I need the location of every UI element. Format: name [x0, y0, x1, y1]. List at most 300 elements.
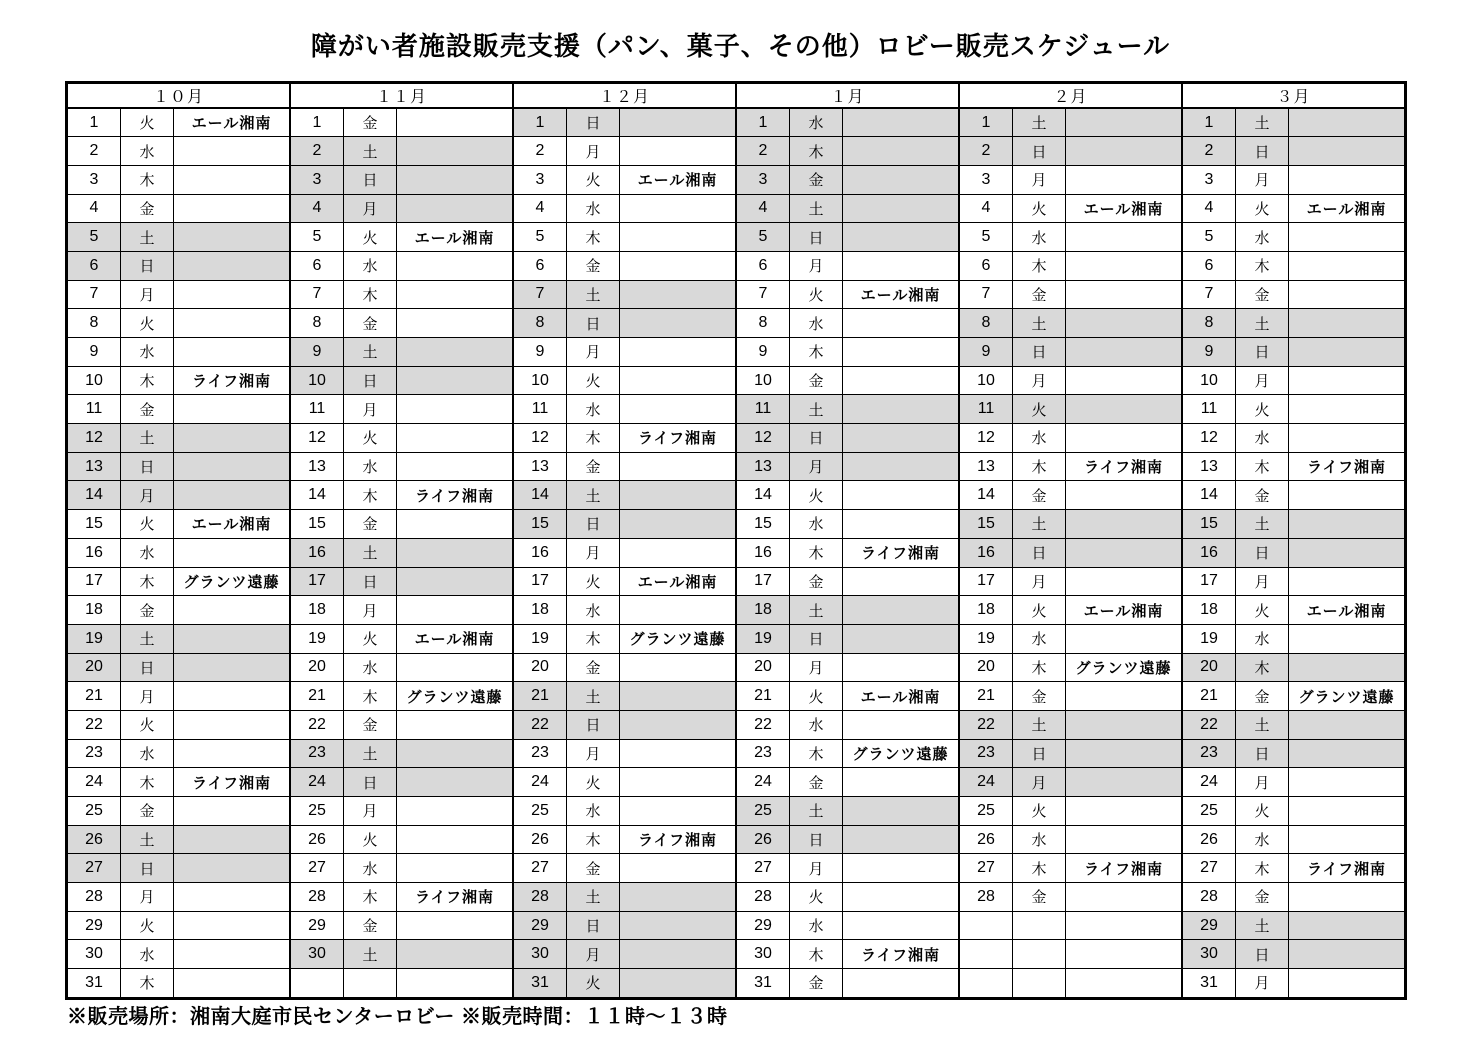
day-row: [737, 194, 959, 223]
weekday-cell: 土: [790, 797, 843, 826]
month-header: １月: [737, 84, 959, 109]
day-row: [291, 911, 513, 940]
day-row: [514, 682, 736, 711]
weekday-cell: 日: [121, 854, 174, 883]
vendor-cell: [620, 797, 736, 826]
day-number-cell: 11: [514, 395, 567, 424]
vendor-cell: [620, 251, 736, 280]
day-number-cell: 19: [514, 624, 567, 653]
vendor-cell: [1289, 366, 1405, 395]
day-row: [514, 366, 736, 395]
vendor-cell: グランツ遠藤: [1289, 682, 1405, 711]
vendor-cell: ライフ湘南: [620, 424, 736, 453]
vendor-cell: [1066, 338, 1182, 367]
vendor-cell: [843, 969, 959, 998]
day-row: [737, 251, 959, 280]
vendor-cell: ライフ湘南: [1289, 452, 1405, 481]
day-row: [960, 596, 1182, 625]
weekday-cell: 金: [344, 911, 397, 940]
day-number-cell: 7: [68, 280, 121, 309]
vendor-cell: [843, 366, 959, 395]
weekday-cell: 月: [1013, 768, 1066, 797]
day-row: [960, 969, 1182, 998]
day-row: [737, 510, 959, 539]
weekday-cell: 水: [121, 538, 174, 567]
day-number-cell: 18: [68, 596, 121, 625]
vendor-cell: [1066, 223, 1182, 252]
vendor-cell: [174, 251, 290, 280]
day-number-cell: 23: [1183, 739, 1236, 768]
weekday-cell: 土: [344, 739, 397, 768]
vendor-cell: [1066, 108, 1182, 137]
vendor-cell: [174, 395, 290, 424]
day-number-cell: 24: [514, 768, 567, 797]
weekday-cell: 水: [121, 338, 174, 367]
weekday-cell: 月: [567, 338, 620, 367]
weekday-cell: 日: [1013, 739, 1066, 768]
vendor-cell: [1289, 223, 1405, 252]
day-row: [1183, 567, 1405, 596]
day-number-cell: 6: [514, 251, 567, 280]
weekday-cell: 木: [1013, 854, 1066, 883]
day-row: [737, 969, 959, 998]
vendor-cell: [174, 710, 290, 739]
weekday-cell: 木: [344, 682, 397, 711]
day-number-cell: 30: [1183, 940, 1236, 969]
vendor-cell: [1066, 309, 1182, 338]
day-row: [1183, 825, 1405, 854]
weekday-cell: 土: [1013, 108, 1066, 137]
weekday-cell: 日: [1013, 137, 1066, 166]
day-number-cell: 10: [291, 366, 344, 395]
weekday-cell: 月: [344, 797, 397, 826]
day-number-cell: 7: [1183, 280, 1236, 309]
day-row: [960, 653, 1182, 682]
weekday-cell: 水: [1013, 624, 1066, 653]
day-number-cell: 25: [737, 797, 790, 826]
day-row: [737, 854, 959, 883]
day-row: [1183, 682, 1405, 711]
day-row: [514, 883, 736, 912]
weekday-cell: 日: [1236, 338, 1289, 367]
vendor-cell: [620, 452, 736, 481]
weekday-cell: 月: [1013, 165, 1066, 194]
day-number-cell: 15: [960, 510, 1013, 539]
weekday-cell: 月: [790, 653, 843, 682]
weekday-cell: 月: [1013, 567, 1066, 596]
vendor-cell: [843, 452, 959, 481]
weekday-cell: 月: [1236, 366, 1289, 395]
weekday-cell: 日: [1236, 940, 1289, 969]
weekday-cell: 日: [790, 223, 843, 252]
day-row: [960, 223, 1182, 252]
weekday-cell: 火: [567, 366, 620, 395]
vendor-cell: [1289, 280, 1405, 309]
day-number-cell: 28: [737, 883, 790, 912]
weekday-cell: 土: [790, 596, 843, 625]
vendor-cell: [174, 825, 290, 854]
weekday-cell: 金: [790, 366, 843, 395]
weekday-cell: 日: [1236, 538, 1289, 567]
day-number-cell: 12: [514, 424, 567, 453]
day-number-cell: 26: [514, 825, 567, 854]
vendor-cell: グランツ遠藤: [620, 624, 736, 653]
vendor-cell: [620, 596, 736, 625]
day-row: [960, 567, 1182, 596]
weekday-cell: 金: [344, 309, 397, 338]
day-number-cell: 24: [291, 768, 344, 797]
vendor-cell: [1066, 567, 1182, 596]
day-number-cell: 15: [1183, 510, 1236, 539]
weekday-cell: 月: [790, 452, 843, 481]
day-number-cell: 8: [1183, 309, 1236, 338]
day-row: [514, 309, 736, 338]
day-row: [514, 510, 736, 539]
vendor-cell: [843, 596, 959, 625]
vendor-cell: [1289, 510, 1405, 539]
day-number-cell: 14: [68, 481, 121, 510]
day-row: [737, 596, 959, 625]
weekday-cell: 金: [121, 797, 174, 826]
day-number-cell: 19: [1183, 624, 1236, 653]
weekday-cell: 木: [790, 137, 843, 166]
day-row: [291, 969, 513, 998]
day-number-cell: 18: [1183, 596, 1236, 625]
day-row: [960, 538, 1182, 567]
weekday-cell: 金: [121, 596, 174, 625]
weekday-cell: 日: [1013, 538, 1066, 567]
day-row: [514, 165, 736, 194]
weekday-cell: 金: [1013, 682, 1066, 711]
day-row: [291, 682, 513, 711]
weekday-cell: 火: [121, 710, 174, 739]
day-number-cell: 10: [514, 366, 567, 395]
weekday-cell: 木: [344, 883, 397, 912]
day-row: [68, 538, 290, 567]
day-row: [291, 739, 513, 768]
weekday-cell: 月: [344, 596, 397, 625]
day-row: [1183, 251, 1405, 280]
weekday-cell: 火: [1013, 797, 1066, 826]
weekday-cell: 土: [121, 624, 174, 653]
weekday-cell: 木: [344, 280, 397, 309]
day-number-cell: 21: [68, 682, 121, 711]
weekday-cell: 木: [790, 940, 843, 969]
month-header: １２月: [514, 84, 736, 109]
vendor-cell: ライフ湘南: [174, 768, 290, 797]
day-number-cell: 2: [1183, 137, 1236, 166]
vendor-cell: [1289, 395, 1405, 424]
day-number-cell: 17: [291, 567, 344, 596]
vendor-cell: [397, 969, 513, 998]
vendor-cell: [174, 338, 290, 367]
day-number-cell: 23: [737, 739, 790, 768]
vendor-cell: [174, 309, 290, 338]
weekday-cell: 金: [1236, 682, 1289, 711]
weekday-cell: 水: [344, 854, 397, 883]
weekday-cell: 火: [1236, 797, 1289, 826]
weekday-cell: 水: [344, 653, 397, 682]
day-number-cell: 21: [291, 682, 344, 711]
weekday-cell: 火: [344, 624, 397, 653]
vendor-cell: [397, 854, 513, 883]
day-row: [737, 137, 959, 166]
weekday-cell: 金: [1013, 883, 1066, 912]
day-number-cell: 29: [1183, 911, 1236, 940]
day-row: [737, 911, 959, 940]
vendor-cell: [620, 911, 736, 940]
day-row: [514, 137, 736, 166]
vendor-cell: [1066, 165, 1182, 194]
vendor-cell: [397, 280, 513, 309]
vendor-cell: [1289, 825, 1405, 854]
vendor-cell: [620, 395, 736, 424]
vendor-cell: [843, 797, 959, 826]
day-row: [291, 854, 513, 883]
vendor-cell: [1066, 137, 1182, 166]
day-row: [514, 940, 736, 969]
day-row: [514, 481, 736, 510]
weekday-cell: 水: [790, 710, 843, 739]
weekday-cell: 木: [1236, 251, 1289, 280]
day-number-cell: 15: [514, 510, 567, 539]
vendor-cell: エール湘南: [620, 165, 736, 194]
vendor-cell: [174, 682, 290, 711]
vendor-cell: [174, 653, 290, 682]
day-row: [960, 194, 1182, 223]
day-row: [960, 338, 1182, 367]
day-row: [1183, 768, 1405, 797]
vendor-cell: [843, 854, 959, 883]
vendor-cell: [843, 309, 959, 338]
day-row: [960, 165, 1182, 194]
vendor-cell: [620, 309, 736, 338]
weekday-cell: 土: [567, 883, 620, 912]
vendor-cell: [620, 194, 736, 223]
page-title: 障がい者施設販売支援（パン、菓子、その他）ロビー販売スケジュール: [310, 31, 1171, 61]
vendor-cell: [397, 366, 513, 395]
weekday-cell: 水: [1013, 223, 1066, 252]
weekday-cell: 火: [344, 424, 397, 453]
weekday-cell: 木: [121, 366, 174, 395]
day-number-cell: 1: [514, 108, 567, 137]
vendor-cell: [397, 710, 513, 739]
day-number-cell: [291, 969, 344, 998]
day-row: [737, 825, 959, 854]
day-number-cell: 31: [1183, 969, 1236, 998]
day-row: [291, 223, 513, 252]
weekday-cell: 金: [1236, 280, 1289, 309]
day-row: [737, 797, 959, 826]
day-row: [960, 366, 1182, 395]
day-row: [291, 768, 513, 797]
weekday-cell: 日: [1013, 338, 1066, 367]
vendor-cell: [1066, 280, 1182, 309]
day-number-cell: 11: [737, 395, 790, 424]
day-number-cell: 20: [737, 653, 790, 682]
weekday-cell: 木: [790, 739, 843, 768]
day-row: [514, 739, 736, 768]
day-number-cell: 13: [514, 452, 567, 481]
day-number-cell: 28: [1183, 883, 1236, 912]
day-row: [291, 108, 513, 137]
vendor-cell: [843, 481, 959, 510]
vendor-cell: [1289, 165, 1405, 194]
day-number-cell: 10: [737, 366, 790, 395]
day-number-cell: 14: [737, 481, 790, 510]
day-row: [1183, 969, 1405, 998]
day-row: [68, 338, 290, 367]
weekday-cell: 火: [567, 768, 620, 797]
weekday-cell: 水: [1013, 825, 1066, 854]
vendor-cell: [620, 280, 736, 309]
weekday-cell: 火: [567, 165, 620, 194]
weekday-cell: 土: [344, 538, 397, 567]
day-row: [1183, 452, 1405, 481]
day-number-cell: 23: [514, 739, 567, 768]
day-row: [291, 653, 513, 682]
day-number-cell: 17: [1183, 567, 1236, 596]
day-row: [737, 481, 959, 510]
vendor-cell: [174, 911, 290, 940]
vendor-cell: [620, 940, 736, 969]
vendor-cell: [620, 538, 736, 567]
day-number-cell: 29: [68, 911, 121, 940]
day-number-cell: 4: [291, 194, 344, 223]
day-row: [960, 452, 1182, 481]
day-row: [1183, 481, 1405, 510]
day-number-cell: 5: [737, 223, 790, 252]
vendor-cell: [174, 452, 290, 481]
vendor-cell: [1289, 424, 1405, 453]
day-number-cell: 31: [514, 969, 567, 998]
day-number-cell: 13: [960, 452, 1013, 481]
day-row: [737, 739, 959, 768]
day-row: [291, 338, 513, 367]
day-row: [68, 682, 290, 711]
vendor-cell: [1289, 969, 1405, 998]
day-number-cell: 27: [514, 854, 567, 883]
month-table-3: [513, 83, 736, 998]
day-number-cell: 20: [960, 653, 1013, 682]
vendor-cell: グランツ遠藤: [174, 567, 290, 596]
vendor-cell: [174, 280, 290, 309]
weekday-cell: 日: [121, 452, 174, 481]
day-number-cell: 27: [737, 854, 790, 883]
day-row: [68, 883, 290, 912]
day-row: [960, 911, 1182, 940]
day-number-cell: 17: [737, 567, 790, 596]
weekday-cell: [1013, 911, 1066, 940]
weekday-cell: 日: [344, 366, 397, 395]
day-row: [960, 309, 1182, 338]
day-number-cell: 13: [291, 452, 344, 481]
vendor-cell: [1289, 911, 1405, 940]
vendor-cell: [843, 710, 959, 739]
day-number-cell: 20: [291, 653, 344, 682]
day-row: [68, 710, 290, 739]
vendor-cell: [843, 165, 959, 194]
month-table-2: [290, 83, 513, 998]
vendor-cell: [397, 424, 513, 453]
day-number-cell: 22: [291, 710, 344, 739]
day-row: [960, 137, 1182, 166]
day-row: [1183, 280, 1405, 309]
weekday-cell: 火: [121, 108, 174, 137]
weekday-cell: 木: [790, 338, 843, 367]
day-number-cell: 21: [737, 682, 790, 711]
vendor-cell: [397, 108, 513, 137]
day-number-cell: 28: [291, 883, 344, 912]
weekday-cell: 日: [1236, 739, 1289, 768]
day-row: [737, 165, 959, 194]
day-number-cell: 25: [960, 797, 1013, 826]
day-number-cell: 22: [960, 710, 1013, 739]
day-row: [960, 280, 1182, 309]
vendor-cell: [1066, 424, 1182, 453]
day-row: [68, 653, 290, 682]
day-number-cell: 6: [1183, 251, 1236, 280]
day-row: [514, 538, 736, 567]
day-number-cell: 12: [68, 424, 121, 453]
day-row: [291, 624, 513, 653]
day-number-cell: 22: [68, 710, 121, 739]
day-row: [737, 108, 959, 137]
day-row: [737, 653, 959, 682]
vendor-cell: [397, 309, 513, 338]
weekday-cell: 木: [567, 624, 620, 653]
day-row: [291, 424, 513, 453]
day-number-cell: 3: [960, 165, 1013, 194]
weekday-cell: 水: [344, 251, 397, 280]
day-row: [291, 309, 513, 338]
vendor-cell: エール湘南: [843, 280, 959, 309]
vendor-cell: [1289, 338, 1405, 367]
vendor-cell: [397, 825, 513, 854]
day-number-cell: 20: [1183, 653, 1236, 682]
day-number-cell: 17: [514, 567, 567, 596]
weekday-cell: 木: [121, 768, 174, 797]
day-row: [960, 510, 1182, 539]
footer-note: ※販売場所：湘南大庭市民センターロビー ※販売時間：１１時～１３時: [67, 1006, 728, 1028]
day-number-cell: 22: [737, 710, 790, 739]
day-number-cell: [960, 969, 1013, 998]
weekday-cell: 月: [121, 481, 174, 510]
vendor-cell: [843, 251, 959, 280]
weekday-cell: [344, 969, 397, 998]
month-table-1: [67, 83, 290, 998]
vendor-cell: エール湘南: [1066, 194, 1182, 223]
vendor-cell: [620, 653, 736, 682]
day-number-cell: 31: [737, 969, 790, 998]
weekday-cell: 土: [1013, 309, 1066, 338]
day-number-cell: 30: [737, 940, 790, 969]
day-number-cell: 10: [68, 366, 121, 395]
vendor-cell: [1066, 624, 1182, 653]
day-row: [514, 223, 736, 252]
vendor-cell: [1289, 940, 1405, 969]
day-row: [960, 624, 1182, 653]
day-row: [291, 137, 513, 166]
vendor-cell: [174, 481, 290, 510]
vendor-cell: [843, 768, 959, 797]
day-row: [291, 194, 513, 223]
vendor-cell: [620, 510, 736, 539]
day-number-cell: 8: [960, 309, 1013, 338]
day-number-cell: 28: [68, 883, 121, 912]
day-number-cell: 1: [291, 108, 344, 137]
day-number-cell: 26: [960, 825, 1013, 854]
